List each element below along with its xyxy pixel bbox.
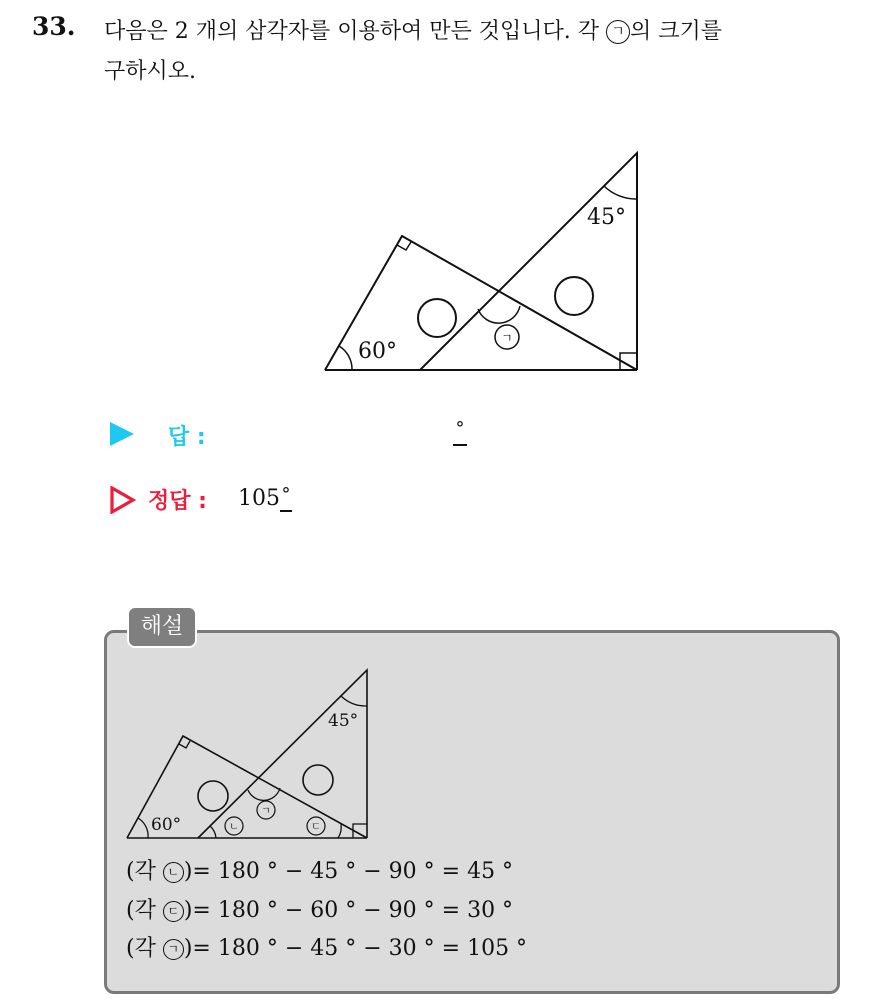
solution-label-60: 60° [151, 815, 182, 835]
solution-mark-nieun: ㄴ [229, 822, 239, 833]
solution-mark-giyeok: ㄱ [261, 806, 271, 817]
solution-line-equation: )= 180 ° − 45 ° − 30 ° = 105 ° [183, 936, 528, 961]
question-text-line1 [104, 14, 722, 45]
solution-line-1 [126, 854, 513, 885]
solution-tab: 해설 [127, 606, 197, 648]
solution-circle-right [303, 765, 333, 795]
solution-arc-digeut [338, 824, 341, 838]
solution-triangle-45 [198, 670, 367, 838]
answer-label: 답 : [168, 425, 206, 450]
circle-right [555, 277, 593, 315]
arc-giyeok [478, 306, 520, 323]
solution-line-3 [126, 931, 527, 962]
circled-mark-digeut: ㄷ [163, 901, 184, 922]
label-60: 60° [358, 339, 397, 364]
triangle-figure [316, 140, 646, 380]
solution-label-45: 45° [328, 711, 359, 731]
solution-figure [120, 664, 375, 844]
solution-line-open: (각 [126, 898, 163, 923]
solution-line-2 [126, 893, 513, 924]
question-text-line2: 구하시오. [104, 59, 197, 84]
right-angle-mark-top [397, 242, 411, 250]
correct-answer-label: 정답 : [148, 489, 207, 514]
solution-line-equation: )= 180 ° − 60 ° − 90 ° = 30 ° [183, 898, 514, 923]
solution-right-angle-mark-top [179, 741, 190, 748]
label-giyeok: ㄱ [501, 331, 513, 345]
circled-mark-giyeok: ㄱ [606, 20, 630, 44]
solution-line-equation: )= 180 ° − 45 ° − 90 ° = 45 ° [183, 859, 514, 884]
solution-arc-giyeok [248, 788, 280, 800]
solution-line-open: (각 [126, 936, 163, 961]
answer-blank[interactable]: ° [453, 418, 467, 446]
correct-answer-row [110, 484, 510, 520]
arc-45 [604, 186, 637, 199]
outline-arrow-icon [110, 486, 136, 514]
solution-circle-left [198, 781, 228, 811]
circled-mark-nieun: ㄴ [163, 862, 184, 883]
solution-arc-nieun [210, 826, 216, 838]
correct-answer-degree: ° [280, 484, 292, 512]
answer-row [110, 418, 510, 454]
solution-arc-60 [138, 818, 148, 838]
solution-mark-digeut: ㄷ [311, 822, 321, 833]
circle-left [418, 299, 456, 337]
solution-arc-45 [341, 696, 367, 706]
question-number: 33. [32, 12, 76, 41]
arc-60 [339, 346, 352, 370]
play-arrow-icon [110, 422, 134, 446]
correct-answer-value: 105 [238, 486, 280, 511]
question-text-a: 다음은 2 개의 삼각자를 이용하여 만든 것입니다. 각 [104, 19, 606, 44]
circled-mark-giyeok: ㄱ [163, 939, 184, 960]
solution-line-open: (각 [126, 859, 163, 884]
question-text-b: 의 크기를 [629, 19, 722, 44]
label-45: 45° [587, 205, 626, 230]
